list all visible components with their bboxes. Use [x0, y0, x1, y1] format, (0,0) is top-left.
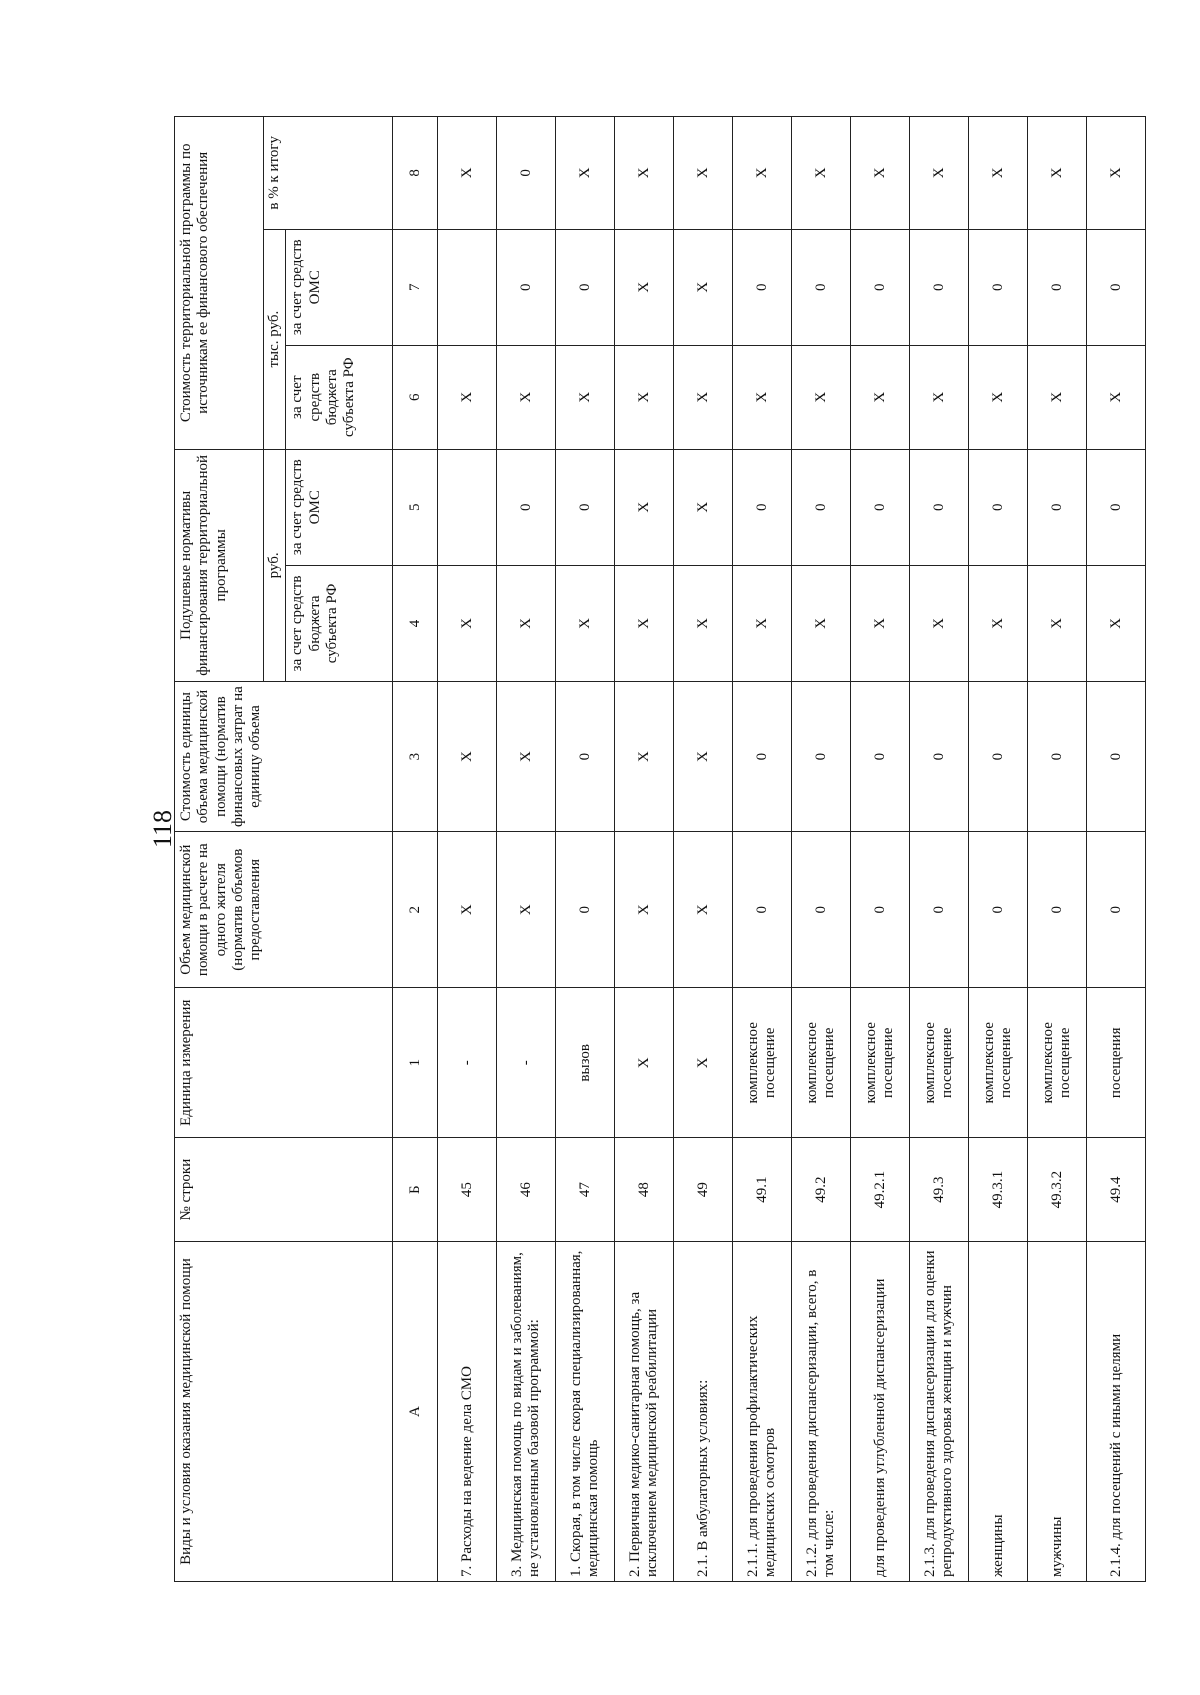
financing-table: [174, 116, 1146, 1582]
row-name: 2.1. В амбулаторных условиях:: [674, 1242, 733, 1582]
row-cost-pct: Х: [674, 117, 733, 230]
row-cost-pct: Х: [910, 117, 969, 230]
row-name: 2.1.3. для проведения диспансеризации для оценки репродуктивного здоровья женщин и мужчин: [910, 1242, 969, 1582]
row-cost-oms: 0: [910, 229, 969, 345]
row-per-capita-oms: 0: [1087, 449, 1146, 565]
row-unit: посещения: [1087, 988, 1146, 1138]
row-number: 49.3: [910, 1138, 969, 1242]
row-number: 49.1: [733, 1138, 792, 1242]
row-volume: 0: [969, 832, 1028, 988]
row-volume: Х: [497, 832, 556, 988]
row-volume: 0: [1028, 832, 1087, 988]
header-per-capita: Подушевые нормативы финансирования территориальной программы: [175, 449, 264, 681]
row-name: для проведения углубленной диспансеризации: [851, 1242, 910, 1582]
row-unit: комплексное посещение: [851, 988, 910, 1138]
index-cell: 8: [393, 117, 438, 230]
table-row: [438, 117, 497, 1582]
row-unit-cost: 0: [1087, 682, 1146, 832]
row-volume: Х: [615, 832, 674, 988]
row-cost-oms: 0: [851, 229, 910, 345]
row-unit: комплексное посещение: [733, 988, 792, 1138]
row-per-capita-budget: Х: [1087, 565, 1146, 681]
header-unit: Единица измерения: [175, 988, 393, 1138]
row-volume: 0: [910, 832, 969, 988]
row-cost-budget: Х: [497, 345, 556, 449]
row-per-capita-oms: 0: [1028, 449, 1087, 565]
header-cost: Стоимость территориальной программы по источникам ее финансового обеспечения: [175, 117, 264, 450]
header-per-capita-oms: за счет средств ОМС: [286, 449, 393, 565]
row-cost-oms: 0: [1028, 229, 1087, 345]
row-per-capita-oms: Х: [615, 449, 674, 565]
table-row: [497, 117, 556, 1582]
row-number: 45: [438, 1138, 497, 1242]
header-cost-budget: за счет средств бюджета субъекта РФ: [286, 345, 393, 449]
row-unit-cost: 0: [1028, 682, 1087, 832]
row-name: 2.1.1. для проведения профилактических медицинских осмотров: [733, 1242, 792, 1582]
row-name: 1. Скорая, в том числе скорая специализированная, медицинская помощь: [556, 1242, 615, 1582]
index-cell: 3: [393, 682, 438, 832]
rotated-table-wrapper: [174, 116, 1124, 1582]
row-cost-oms: Х: [615, 229, 674, 345]
table-row: [733, 117, 792, 1582]
row-per-capita-oms: 0: [851, 449, 910, 565]
row-name: 2.1.4. для посещений с иными целями: [1087, 1242, 1146, 1582]
row-unit-cost: Х: [438, 682, 497, 832]
row-name: 2.1.2. для проведения диспансеризации, всего, в том числе:: [792, 1242, 851, 1582]
row-volume: 0: [733, 832, 792, 988]
row-cost-pct: Х: [1087, 117, 1146, 230]
row-number: 49.3.2: [1028, 1138, 1087, 1242]
row-cost-budget: Х: [615, 345, 674, 449]
header-cost-oms: за счет средств ОМС: [286, 229, 393, 345]
header-unit-cost: Стоимость единицы объема медицинской помощи (норматив финансовых затрат на единицу объема: [175, 682, 393, 832]
row-name: 7. Расходы на ведение дела СМО: [438, 1242, 497, 1582]
header-row-1: [175, 117, 264, 1582]
row-unit-cost: Х: [497, 682, 556, 832]
row-unit: Х: [615, 988, 674, 1138]
header-volume: Объем медицинской помощи в расчете на одного жителя (норматив объемов предоставления: [175, 832, 393, 988]
row-number: 48: [615, 1138, 674, 1242]
row-name: 2. Первичная медико-санитарная помощь, за исключением медицинской реабилитации: [615, 1242, 674, 1582]
row-per-capita-budget: Х: [674, 565, 733, 681]
row-unit: Х: [674, 988, 733, 1138]
row-unit-cost: Х: [674, 682, 733, 832]
row-unit: вызов: [556, 988, 615, 1138]
row-per-capita-budget: Х: [851, 565, 910, 681]
row-name: мужчины: [1028, 1242, 1087, 1582]
row-unit-cost: Х: [615, 682, 674, 832]
row-number: 49.4: [1087, 1138, 1146, 1242]
row-cost-budget: Х: [851, 345, 910, 449]
row-cost-budget: Х: [674, 345, 733, 449]
row-cost-budget: Х: [792, 345, 851, 449]
row-per-capita-budget: Х: [438, 565, 497, 681]
row-cost-budget: Х: [733, 345, 792, 449]
row-cost-oms: Х: [674, 229, 733, 345]
row-unit: комплексное посещение: [1028, 988, 1087, 1138]
row-unit-cost: 0: [792, 682, 851, 832]
row-cost-budget: Х: [1028, 345, 1087, 449]
index-cell: 7: [393, 229, 438, 345]
index-row: [393, 117, 438, 1582]
row-per-capita-oms: [438, 449, 497, 565]
row-cost-oms: 0: [556, 229, 615, 345]
row-cost-budget: Х: [969, 345, 1028, 449]
table-row: [969, 117, 1028, 1582]
row-per-capita-budget: Х: [556, 565, 615, 681]
row-number: 47: [556, 1138, 615, 1242]
row-per-capita-budget: Х: [615, 565, 674, 681]
row-per-capita-oms: 0: [733, 449, 792, 565]
row-unit-cost: 0: [851, 682, 910, 832]
table-row: [792, 117, 851, 1582]
row-cost-pct: Х: [556, 117, 615, 230]
row-number: 49.2.1: [851, 1138, 910, 1242]
index-cell: Б: [393, 1138, 438, 1242]
row-unit: -: [438, 988, 497, 1138]
header-cost-unit: тыс. руб.: [264, 229, 286, 449]
row-per-capita-budget: Х: [969, 565, 1028, 681]
table-row: [556, 117, 615, 1582]
row-number: 46: [497, 1138, 556, 1242]
row-cost-pct: Х: [851, 117, 910, 230]
header-per-capita-budget: за счет средств бюджета субъекта РФ: [286, 565, 393, 681]
row-cost-pct: Х: [792, 117, 851, 230]
index-cell: 6: [393, 345, 438, 449]
row-cost-budget: Х: [910, 345, 969, 449]
header-kind: Виды и условия оказания медицинской помощи: [175, 1242, 393, 1582]
row-per-capita-oms: 0: [556, 449, 615, 565]
row-volume: 0: [792, 832, 851, 988]
row-cost-budget: Х: [438, 345, 497, 449]
header-row-number: № строки: [175, 1138, 393, 1242]
table-row: [615, 117, 674, 1582]
row-per-capita-budget: Х: [910, 565, 969, 681]
row-cost-oms: 0: [1087, 229, 1146, 345]
row-name: женщины: [969, 1242, 1028, 1582]
row-cost-pct: 0: [497, 117, 556, 230]
row-volume: Х: [438, 832, 497, 988]
row-per-capita-budget: Х: [792, 565, 851, 681]
header-cost-pct: в % к итогу: [264, 117, 393, 230]
row-name: 3. Медицинская помощь по видам и заболеваниям, не установленным базовой программой:: [497, 1242, 556, 1582]
index-cell: 2: [393, 832, 438, 988]
index-cell: 4: [393, 565, 438, 681]
row-cost-pct: Х: [733, 117, 792, 230]
page-number: 118: [148, 809, 177, 848]
row-cost-pct: Х: [1028, 117, 1087, 230]
header-per-capita-unit: руб.: [264, 449, 286, 681]
table-row: [674, 117, 733, 1582]
index-cell: А: [393, 1242, 438, 1582]
row-per-capita-budget: Х: [1028, 565, 1087, 681]
row-number: 49.3.1: [969, 1138, 1028, 1242]
table-body: [393, 117, 1146, 1582]
row-unit-cost: 0: [969, 682, 1028, 832]
row-cost-pct: Х: [438, 117, 497, 230]
row-volume: 0: [851, 832, 910, 988]
row-cost-oms: [438, 229, 497, 345]
row-cost-budget: Х: [556, 345, 615, 449]
row-cost-budget: Х: [1087, 345, 1146, 449]
row-number: 49.2: [792, 1138, 851, 1242]
row-unit: комплексное посещение: [969, 988, 1028, 1138]
row-unit-cost: 0: [733, 682, 792, 832]
row-cost-oms: 0: [733, 229, 792, 345]
row-per-capita-oms: 0: [910, 449, 969, 565]
table-row: [910, 117, 969, 1582]
row-volume: 0: [1087, 832, 1146, 988]
row-unit: комплексное посещение: [910, 988, 969, 1138]
row-unit-cost: 0: [556, 682, 615, 832]
row-cost-pct: Х: [615, 117, 674, 230]
row-per-capita-oms: 0: [969, 449, 1028, 565]
index-cell: 1: [393, 988, 438, 1138]
row-unit-cost: 0: [910, 682, 969, 832]
row-per-capita-budget: Х: [733, 565, 792, 681]
table-row: [1028, 117, 1087, 1582]
row-per-capita-oms: 0: [792, 449, 851, 565]
table-row: [851, 117, 910, 1582]
row-cost-oms: 0: [497, 229, 556, 345]
row-per-capita-budget: Х: [497, 565, 556, 681]
row-cost-pct: Х: [969, 117, 1028, 230]
row-cost-oms: 0: [792, 229, 851, 345]
row-per-capita-oms: 0: [497, 449, 556, 565]
row-cost-oms: 0: [969, 229, 1028, 345]
row-number: 49: [674, 1138, 733, 1242]
row-volume: 0: [556, 832, 615, 988]
row-per-capita-oms: Х: [674, 449, 733, 565]
row-unit: -: [497, 988, 556, 1138]
table-row: [1087, 117, 1146, 1582]
index-cell: 5: [393, 449, 438, 565]
row-volume: Х: [674, 832, 733, 988]
row-unit: комплексное посещение: [792, 988, 851, 1138]
